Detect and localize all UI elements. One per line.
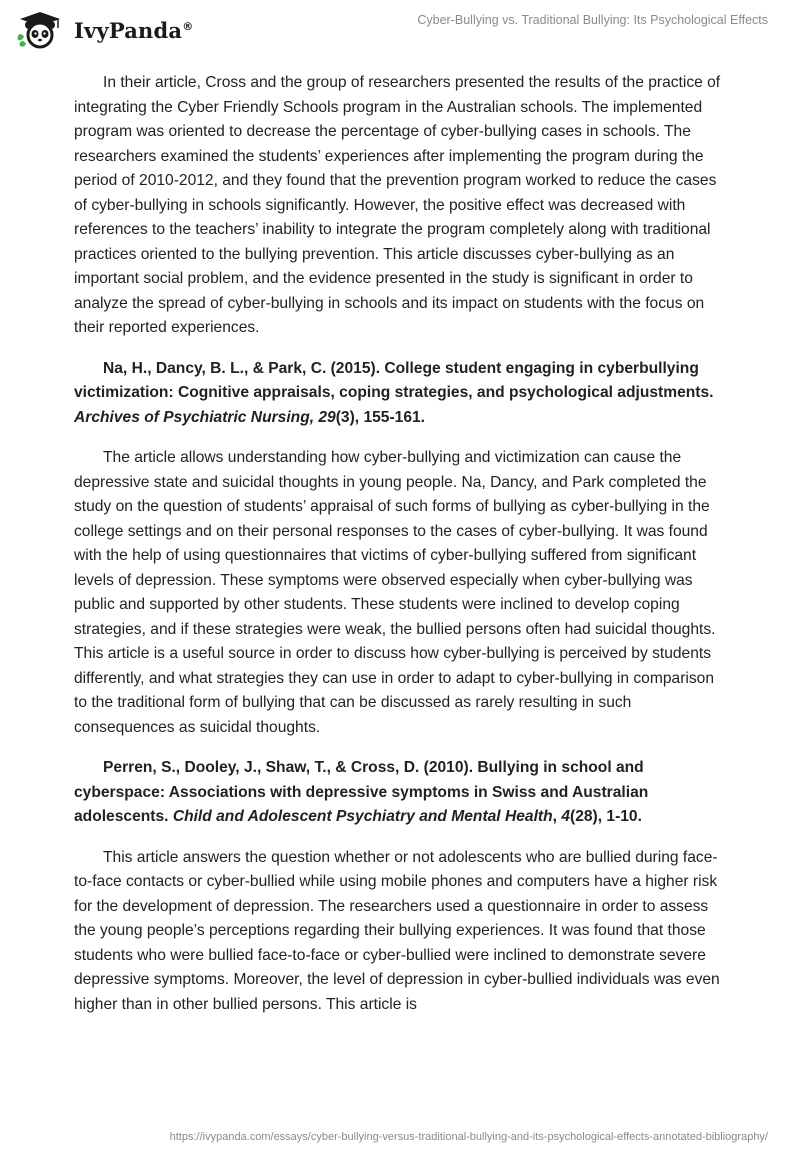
reference-authors-title: Na, H., Dancy, B. L., & Park, C. (2015). College student engaging in cyberbullying victimization: Cognitive appraisals, coping strategies, and psychological adjustments. — [74, 359, 714, 401]
reference-entry-na-2015 — [74, 357, 728, 431]
reference-authors-title: Perren, S., Dooley, J., Shaw, T., & Cross, D. (2010). Bullying in school and cyberspace: Associations with depressive symptoms in Swiss and Australian adolescents. — [74, 759, 649, 825]
reference-journal: Archives of Psychiatric Nursing, 29 — [74, 408, 336, 426]
reference-issue-pages: (3), 155-161. — [335, 408, 426, 426]
panda-graduate-icon — [14, 10, 66, 50]
annotation-paragraph-2: The article allows understanding how cyber-bullying and victimization can cause the depressive state and suicidal thoughts in young people. Na, Dancy, and Park completed the study on the question of students’ appraisal of such forms of bullying as cyber-bullying in the college settings and on their personal responses to the cases of cyber-bullying. It was found with the help of using questionnaires that victims of cyber-bullying suffered from significant levels of depression. These symptoms were observed especially when cyber-bullying was public and supported by other students. These students were inclined to develop coping strategies, and if these strategies were weak, the bullied persons often had suicidal thoughts. This article is a useful source in order to discuss how cyber-bullying is perceived by students differently, and what strategies they can use in order to adapt to cyber-bullying in comparison to the traditional form of bullying that can be discussed as rarely resulting in such consequences as suicidal thoughts. — [74, 449, 716, 736]
annotation-paragraph-1: In their article, Cross and the group of researchers presented the results of the practice of integrating the Cyber Friendly Schools program in the Australian schools. The implemented program was oriented to decrease the percentage of cyber-bullying cases in schools. The researchers examined the students’ experiences after implementing the program during the period of 2010-2012, and they found that the prevention program worked to reduce the cases of cyber-bullying in schools significantly. However, the positive effect was decreased with references to the teachers’ inability to integrate the program completely along with traditional practices oriented to the bullying prevention. This article discusses cyber-bullying as an important social problem, and the evidence presented in the study is significant in order to analyze the spread of cyber-bullying in schools and its impact on students with the focus on their reported experiences. — [74, 74, 721, 336]
page-header — [0, 0, 800, 60]
source-url[interactable]: https://ivypanda.com/essays/cyber-bullying-versus-traditional-bullying-and-its-psychological-effects-annotated-bibliography/ — [169, 1131, 768, 1143]
document-title: Cyber-Bullying vs. Traditional Bullying: Its Psychological Effects — [417, 13, 768, 27]
ivypanda-logo[interactable] — [14, 10, 193, 50]
reference-volume: 4 — [561, 808, 570, 825]
document-body — [74, 71, 728, 1033]
reference-issue-pages: (28), 1-10. — [570, 808, 642, 825]
reference-journal: Child and Adolescent Psychiatry and Mental Health — [172, 808, 553, 825]
registered-mark: ® — [182, 19, 194, 33]
annotation-paragraph-3: This article answers the question whether or not adolescents who are bullied during face-to-face contacts or cyber-bullied while using mobile phones and computers have a higher risk for the development of depression. The researchers used a questionnaire in order to assess the young people’s perceptions regarding their bullying experiences. It was found that those students who were bullied face-to-face or cyber-bullied were inclined to demonstrate severe depressive symptoms. Moreover, the level of depression in cyber-bullied individuals was even higher than in other bullied persons. This article is — [74, 848, 720, 1013]
reference-entry-perren-2010 — [74, 756, 728, 830]
brand-name: IvyPanda® — [74, 17, 194, 43]
reference-separator: , — [552, 808, 562, 825]
